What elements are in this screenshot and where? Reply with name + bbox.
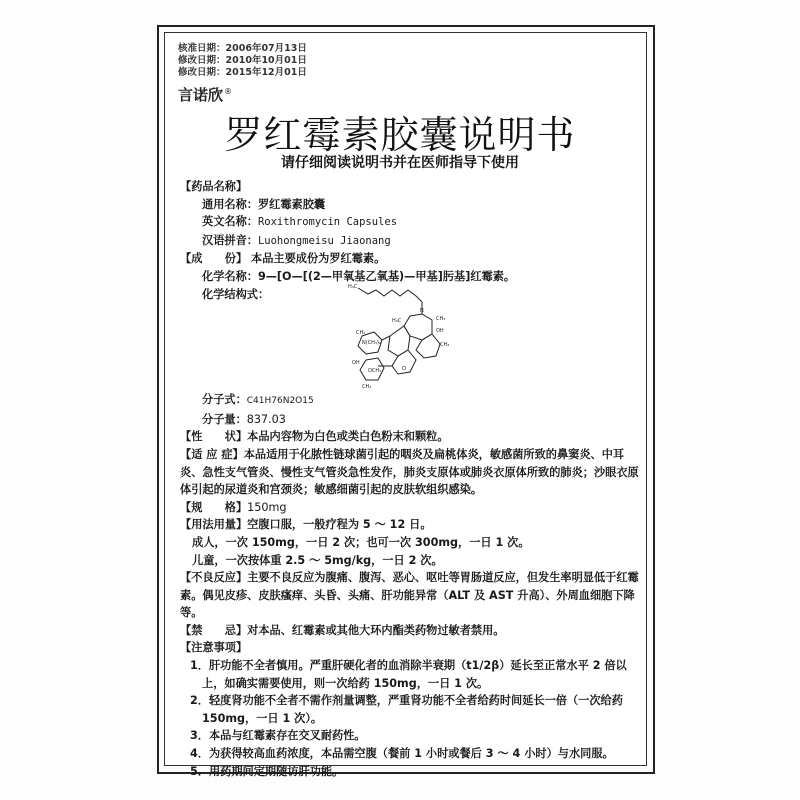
precaution-item-5: 5．用药期间定期随访肝功能。 [190, 764, 344, 778]
leaflet-content [180, 178, 640, 780]
adverse-section [180, 569, 640, 622]
properties-section [180, 428, 640, 446]
revision-date-2: 修改日期：2015年12月01日 [178, 67, 307, 78]
svg-text:CH₃: CH₃ [362, 384, 372, 390]
specification-text: 150mg [247, 500, 287, 514]
section-heading-composition: 【成 份】 [180, 252, 248, 266]
indications-section [180, 446, 640, 499]
brand-text: 言诺欣 [178, 86, 224, 104]
svg-text:OCH₃: OCH₃ [368, 368, 382, 374]
composition-section [180, 250, 640, 268]
dosage-text: 空腹口服，一般疗程为 5 ～ 12 日。 [247, 518, 432, 532]
svg-text:CH₃: CH₃ [436, 316, 446, 322]
dosage-section [180, 516, 640, 534]
svg-text:H₃C: H₃C [348, 284, 358, 290]
structure-label: 化学结构式： [202, 287, 270, 301]
pinyin-label: 汉语拼音： [202, 233, 258, 247]
svg-text:O: O [402, 366, 406, 372]
revision-date-1: 修改日期：2010年10月01日 [178, 55, 307, 66]
svg-text:CH₃: CH₃ [356, 330, 366, 336]
section-heading-drug-name: 【药品名称】 [180, 180, 248, 193]
section-heading-precautions: 【注意事项】 [180, 641, 248, 655]
english-name-value: Roxithromycin Capsules [257, 216, 398, 229]
svg-text:OH: OH [436, 328, 444, 334]
section-heading-properties: 【性 状】 [180, 430, 248, 444]
chemical-structure-diagram [340, 280, 480, 390]
english-name-label: 英文名称： [202, 215, 258, 229]
contraindications-section [180, 622, 640, 640]
section-heading-contraindications: 【禁 忌】 [180, 623, 248, 637]
specification-section [180, 499, 640, 517]
chemical-name: 化学名称：9—[O—[(2—甲氧基乙氧基)—甲基]肟基]红霉素。 [202, 269, 516, 283]
svg-text:CH₃: CH₃ [440, 342, 450, 348]
svg-text:N(CH₃)₂: N(CH₃)₂ [362, 340, 381, 346]
svg-text:H₃C: H₃C [392, 318, 402, 324]
formula-label: 分子式： [202, 393, 247, 407]
section-heading-indications: 【适 应 症】 [180, 447, 244, 461]
registered-mark-icon: ® [224, 87, 233, 96]
section-heading-adverse: 【不良反应】 [180, 571, 248, 585]
precaution-item-2: 2．轻度肾功能不全者不需作剂量调整，严重肾功能不全者给药时间延长一倍（一次给药 150mg，一日 1 次）。 [190, 694, 623, 725]
properties-text: 本品内容物为白色或类白色粉末和颗粒。 [247, 430, 449, 444]
approval-date: 核准日期：2006年07月13日 [178, 43, 307, 54]
section-heading-dosage: 【用法用量】 [180, 518, 248, 532]
dosage-child: 儿童，一次按体重 2.5 ～ 5mg/kg，一日 2 次。 [192, 553, 443, 567]
document-title: 罗红霉素胶囊说明书 [224, 113, 576, 157]
precaution-item-1: 1．肝功能不全者慎用。严重肝硬化者的血消除半衰期（t1/2β）延长至正常水平 2 倍以上，如确实需要使用，则一次给药 150mg，一日 1 次。 [190, 659, 627, 690]
weight-label: 分子量： [202, 412, 247, 426]
indications-text: 本品适用于化脓性链球菌引起的咽炎及扁桃体炎，敏感菌所致的鼻窦炎、中耳炎、急性支气管炎、慢性支气管炎急性发作，肺炎支原体或肺炎衣原体所致的肺炎；沙眼衣原体引起的尿道炎和宫颈炎；敏感细菌引起的皮肤软组织感染。 [180, 447, 639, 497]
formula-value: C41H76N2O15 [246, 396, 314, 407]
adverse-text: 主要不良反应为腹痛、腹泻、恶心、呕吐等胃肠道反应，但发生率明显低于红霉素。偶见皮疹、皮肤瘙痒、头昏、头痛、肝功能异常（ALT 及 AST 升高）、外周血细胞下降等。 [180, 571, 639, 620]
pinyin-name [180, 232, 640, 251]
molecular-formula [180, 391, 640, 411]
weight-value: 837.03 [246, 412, 286, 426]
precaution-item-3: 3．本品与红霉素存在交叉耐药性。 [190, 729, 366, 743]
approval-dates [178, 43, 307, 79]
brand-name [178, 84, 232, 105]
precaution-item-4: 4．为获得较高血药浓度，本品需空腹（餐前 1 小时或餐后 3 ～ 4 小时）与水同服。 [190, 747, 614, 761]
contraindications-text: 对本品、红霉素或其他大环内酯类药物过敏者禁用。 [247, 623, 505, 637]
document-subtitle: 请仔细阅读说明书并在医师指导下使用 [281, 155, 519, 171]
molecular-weight [180, 411, 640, 429]
svg-text:N: N [420, 308, 424, 314]
pinyin-value: Luohongmeisu Jiaonang [257, 234, 391, 247]
section-heading-specification: 【规 格】 [180, 500, 248, 514]
svg-text:OH: OH [352, 360, 360, 366]
generic-name: 通用名称：罗红霉素胶囊 [202, 197, 326, 211]
dosage-adult: 成人，一次 150mg，一日 2 次；也可一次 300mg，一日 1 次。 [192, 535, 530, 549]
composition-text: 本品主要成份为罗红霉素。 [251, 252, 386, 266]
english-name [180, 213, 640, 232]
